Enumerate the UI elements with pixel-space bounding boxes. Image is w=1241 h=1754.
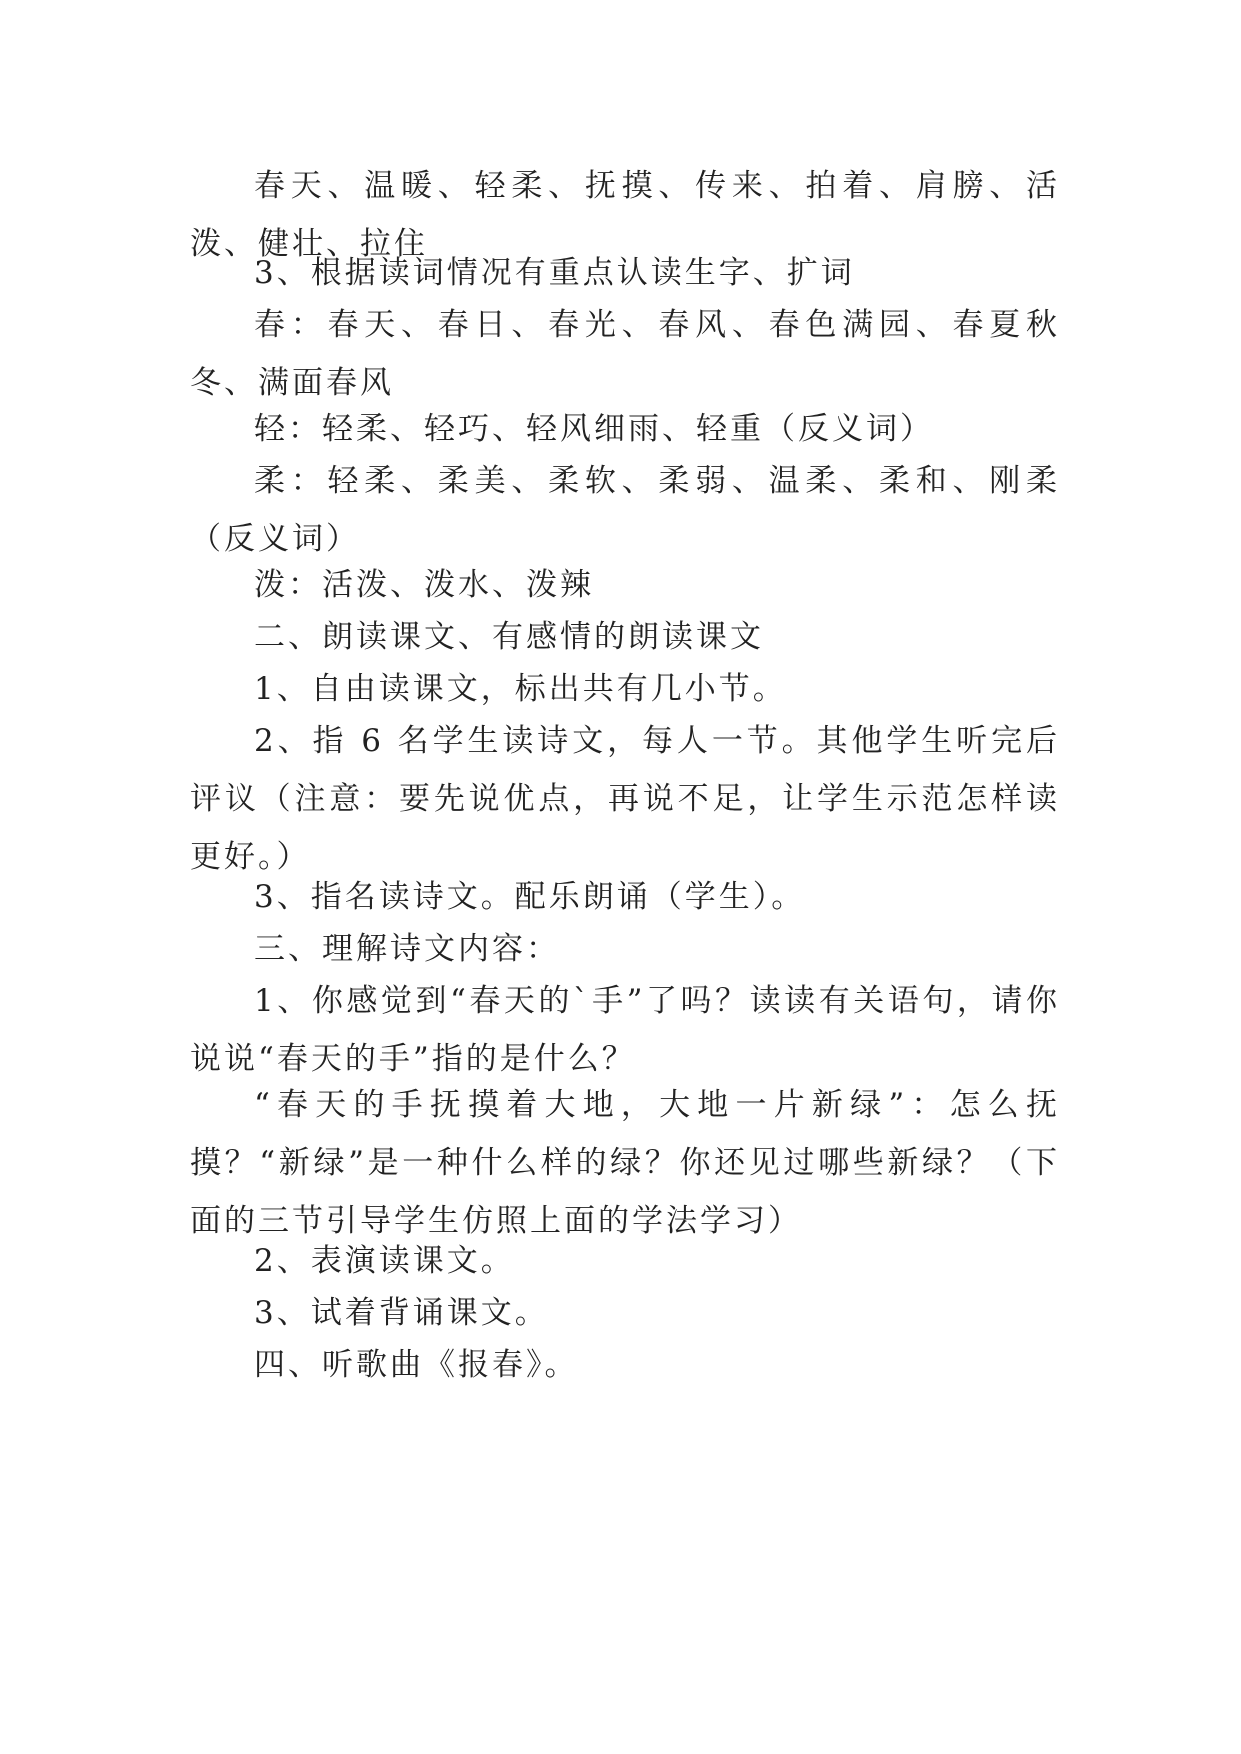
paragraph-vocabulary-list: 春天、温暖、轻柔、抚摸、传来、拍着、肩膀、活泼、健壮、拉住 bbox=[190, 168, 1060, 262]
paragraph-chun-words: 春：春天、春日、春光、春风、春色满园、春夏秋冬、满面春风 bbox=[190, 307, 1060, 401]
section-heading-2: 二、朗读课文、有感情的朗读课文 bbox=[254, 619, 764, 655]
paragraph-step-3: 3、指名读诗文。配乐朗诵（学生）。 bbox=[254, 879, 806, 915]
section-heading-3: 三、理解诗文内容： bbox=[254, 931, 560, 967]
paragraph-step-1: 1、自由读课文，标出共有几小节。 bbox=[254, 671, 787, 707]
section-heading-4: 四、听歌曲《报春》。 bbox=[254, 1347, 579, 1383]
paragraph-perform-reading: 2、表演读课文。 bbox=[254, 1243, 515, 1279]
paragraph-recite: 3、试着背诵课文。 bbox=[254, 1295, 549, 1331]
paragraph-step-2: 2、指 6 名学生读诗文，每人一节。其他学生听完后评议（注意：要先说优点，再说不足，让学生示范怎样读更好。） bbox=[190, 723, 1060, 875]
paragraph-rou-words: 柔：轻柔、柔美、柔软、柔弱、温柔、柔和、刚柔（反义词） bbox=[190, 463, 1060, 557]
paragraph-question-1: 1、你感觉到“春天的`手”了吗？读读有关语句，请你说说“春天的手”指的是什么？ bbox=[190, 983, 1060, 1077]
paragraph-po-words: 泼：活泼、泼水、泼辣 bbox=[254, 567, 594, 603]
paragraph-step-3-heading: 3、根据读词情况有重点认读生字、扩词 bbox=[254, 255, 855, 291]
paragraph-quote-analysis: “春天的手抚摸着大地，大地一片新绿”：怎么抚摸？“新绿”是一种什么样的绿？你还见过哪些新绿？（下面的三节引导学生仿照上面的学法学习） bbox=[190, 1087, 1060, 1239]
paragraph-qing-words: 轻：轻柔、轻巧、轻风细雨、轻重（反义词） bbox=[254, 411, 934, 447]
